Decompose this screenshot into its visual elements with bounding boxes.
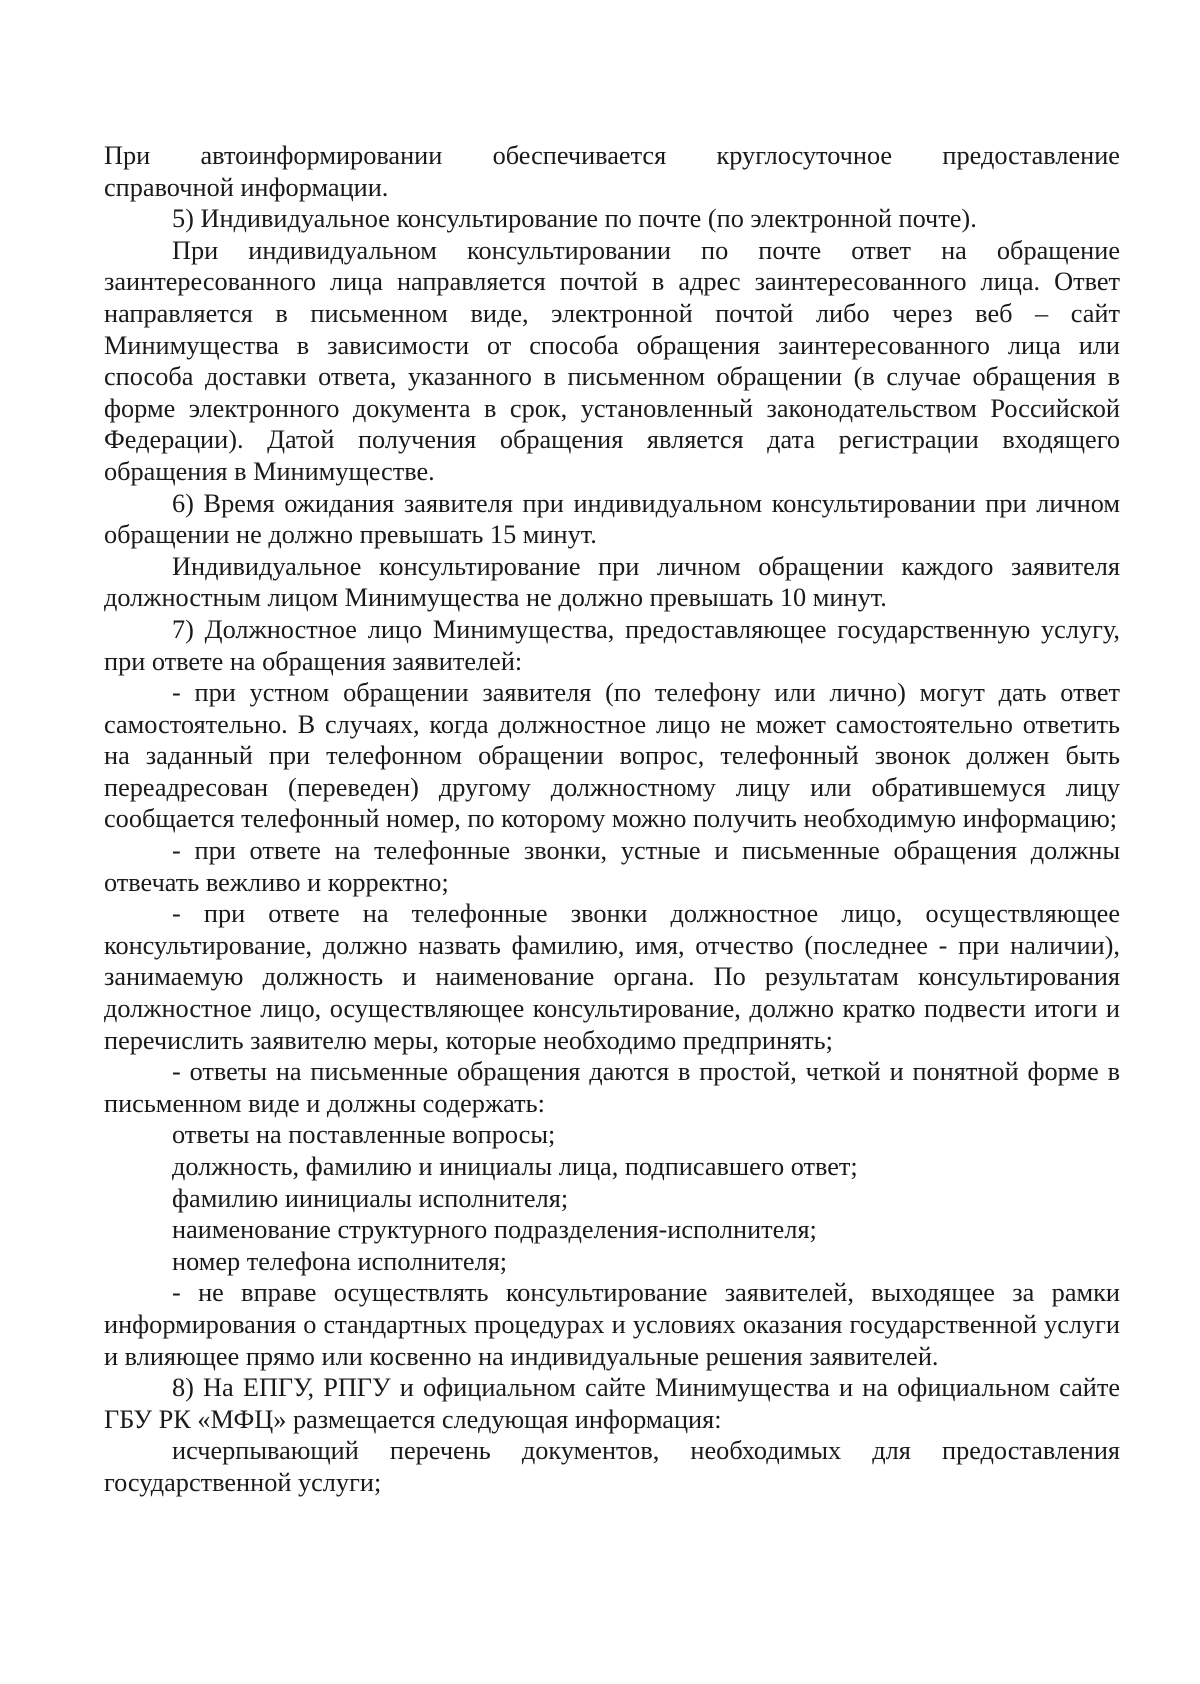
word: автоинформировании [200, 141, 443, 170]
paragraph-8: 8) На ЕПГУ, РПГУ и официальном сайте Минимущества и на официальном сайте ГБУ РК «МФЦ» размещается следующая информация: [104, 1373, 1120, 1434]
paragraph-7-a: - при устном обращении заявителя (по телефону или лично) могут дать ответ самостоятельно. В случаях, когда должностное лицо не может самостоятельно ответить на заданный при телефонном обращении вопрос, телефонный звонок должен быть переадресован (переведен) другому должностному лицу или обратившемуся лицу сообщается телефонный номер, по которому можно получить необходимую информацию; [104, 678, 1120, 834]
line-autoinform [104, 140, 1120, 172]
word: круглосуточное [716, 141, 893, 170]
paragraph-7-c: - при ответе на телефонные звонки должностное лицо, осуществляющее консультирование, должно назвать фамилию, имя, отчество (последнее - при наличии), занимаемую должность и наименование органа. По результатам консультирования должностное лицо, осуществляющее консультирование, должно кратко подвести итоги и перечислить заявителю меры, которые необходимо предпринять; [104, 899, 1120, 1055]
paragraph-7-d: - ответы на письменные обращения даются в простой, четкой и понятной форме в письменном виде и должны содержать: [104, 1057, 1120, 1118]
document-page [104, 140, 1120, 1499]
list-item: фамилию иинициалы исполнителя; [172, 1183, 569, 1213]
paragraph-autoinform-end: справочной информации. [104, 172, 389, 202]
paragraph-7: 7) Должностное лицо Минимущества, предоставляющее государственную услугу, при ответе на обращения заявителей: [104, 614, 1120, 676]
paragraph-6-text: Индивидуальное консультирование при личном обращении каждого заявителя должностным лицом Минимущества не должно превышать 10 минут. [104, 551, 1120, 613]
word: При [104, 141, 151, 170]
list-item: должность, фамилию и инициалы лица, подписавшего ответ; [172, 1152, 858, 1181]
word: предоставление [942, 141, 1120, 170]
list-item: ответы на поставленные вопросы; [172, 1120, 556, 1150]
word: обеспечивается [492, 141, 667, 170]
paragraph-6: 6) Время ожидания заявителя при индивидуальном консультировании при личном обращении не должно превышать 15 минут. [104, 488, 1120, 550]
paragraph-7-e: - не вправе осуществлять консультирование заявителей, выходящее за рамки информирования о стандартных процедурах и условиях оказания государственной услуги и влияющее прямо или косвенно на индивидуальные решения заявителей. [104, 1278, 1120, 1371]
paragraph-7-b: - при ответе на телефонные звонки, устные и письменные обращения должны отвечать вежливо и корректно; [104, 836, 1120, 897]
paragraph-5-text: При индивидуальном консультировании по почте ответ на обращение заинтересованного лица направляется почтой в адрес заинтересованного лица. Ответ направляется в письменном виде, электронной почтой либо через веб – сайт Минимущества в зависимости от способа обращения заинтересованного лица или способа доставки ответа, указанного в письменном обращении (в случае обращения в форме электронного документа в срок, установленный законодательством Российской Федерации). Датой получения обращения является дата регистрации входящего обращения в Минимуществе. [104, 235, 1120, 486]
list-item: наименование структурного подразделения-исполнителя; [172, 1215, 817, 1245]
paragraph-8-text: исчерпывающий перечень документов, необходимых для предоставления государственной услуги; [104, 1436, 1120, 1497]
list-item: номер телефона исполнителя; [172, 1246, 508, 1276]
paragraph-5: 5) Индивидуальное консультирование по почте (по электронной почте). [172, 204, 977, 234]
